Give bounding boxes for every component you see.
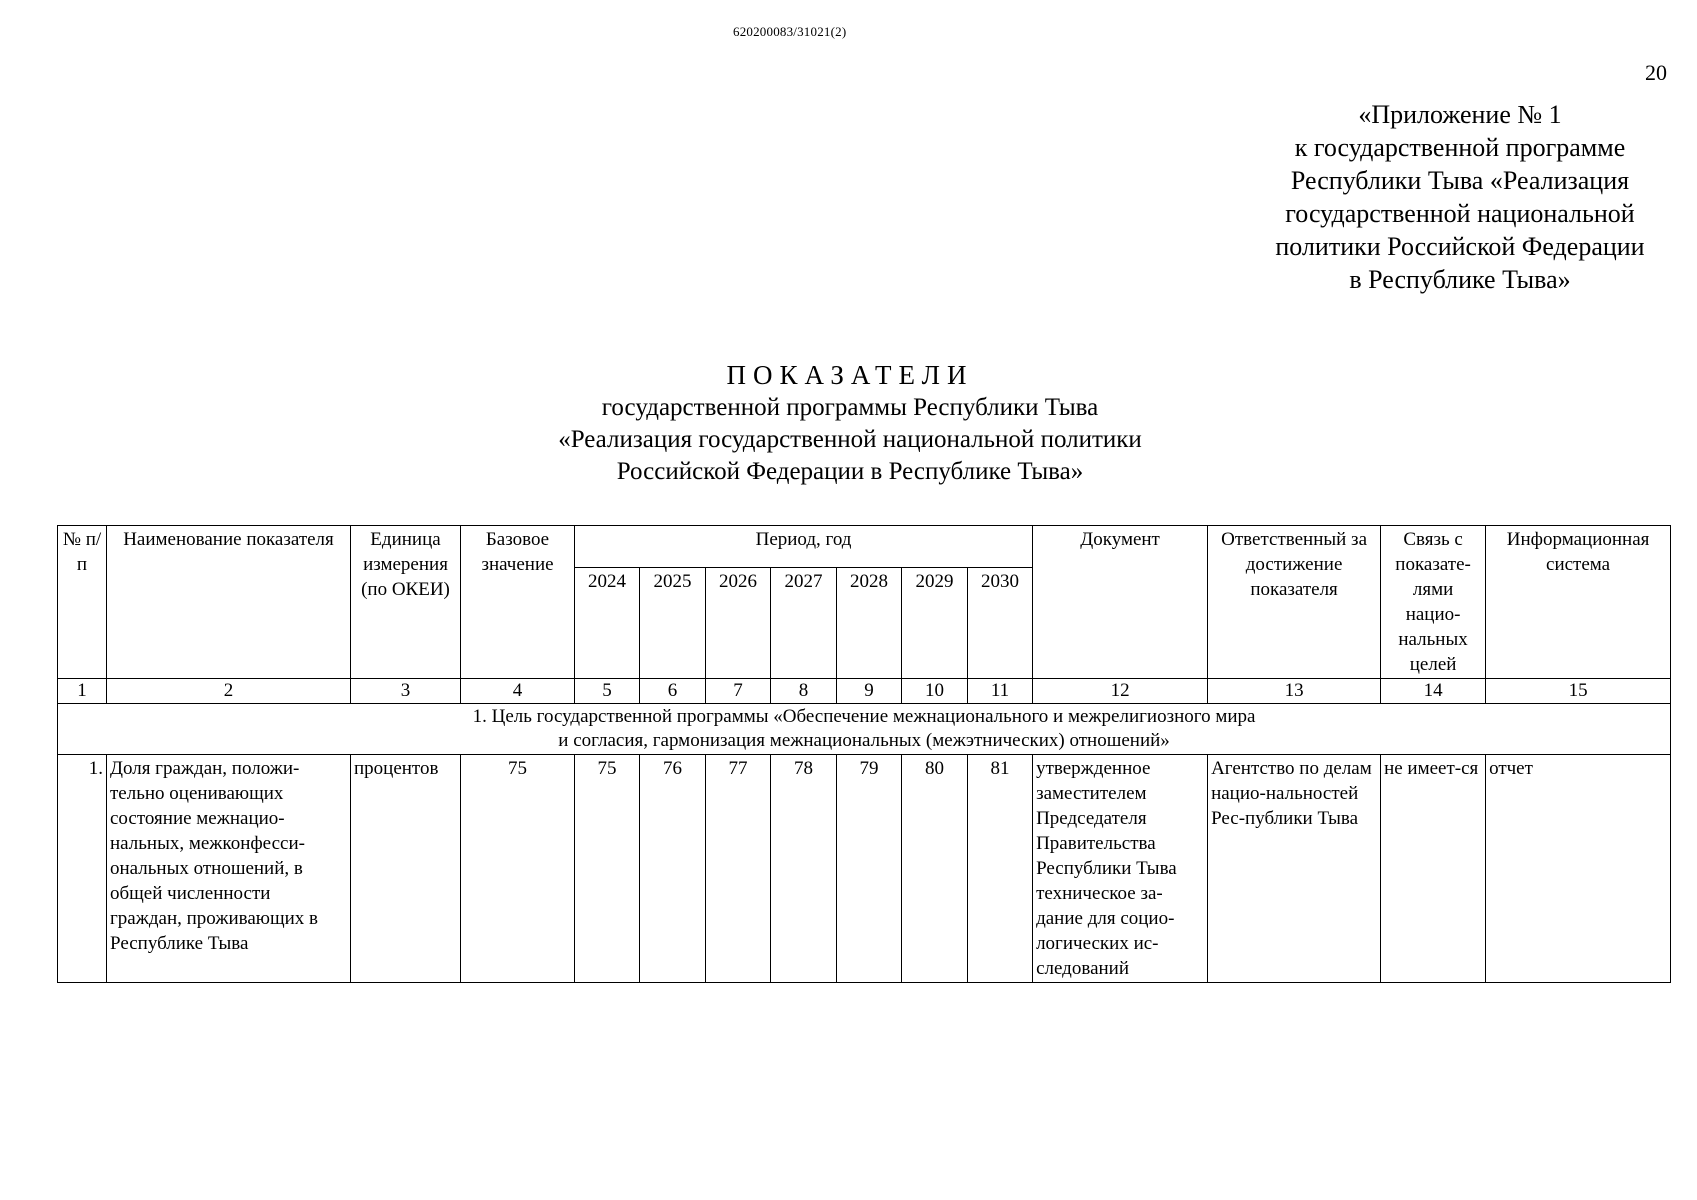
header-year: 2027 — [771, 568, 837, 679]
column-number: 3 — [351, 679, 461, 704]
row-base-value: 75 — [461, 755, 575, 983]
appendix-line: Республики Тыва «Реализация — [1290, 166, 1630, 195]
indicators-table — [57, 525, 1671, 983]
column-number: 1 — [58, 679, 107, 704]
header-year: 2030 — [968, 568, 1033, 679]
header-unit: Единица измерения (по ОКЕИ) — [351, 526, 461, 679]
column-number: 11 — [968, 679, 1033, 704]
table-header-row — [58, 526, 1671, 568]
row-responsible: Агентство по делам нацио-нальностей Рес-публики Тыва — [1208, 755, 1381, 983]
row-unit: процентов — [351, 755, 461, 983]
row-year-value: 75 — [575, 755, 640, 983]
header-responsible: Ответственный за достижение показателя — [1208, 526, 1381, 679]
header-period: Период, год — [575, 526, 1033, 568]
header-year: 2024 — [575, 568, 640, 679]
document-subtitle-line: Российской Федерации в Республике Тыва» — [616, 458, 1084, 485]
row-year-value: 79 — [837, 755, 902, 983]
row-num: 1. — [58, 755, 107, 983]
header-information-system: Информационная система — [1486, 526, 1671, 679]
table-row — [58, 755, 1671, 983]
column-number: 15 — [1486, 679, 1671, 704]
appendix-line: к государственной программе — [1294, 133, 1626, 162]
page-number: 20 — [1645, 60, 1667, 85]
document-subtitle-line: «Реализация государственной национальной политики — [558, 426, 1142, 453]
column-number: 8 — [771, 679, 837, 704]
goal-line: и согласия, гармонизация межнациональных (межэтнических) отношений» — [558, 730, 1170, 751]
goal-cell — [58, 704, 1671, 755]
column-number: 4 — [461, 679, 575, 704]
column-number: 5 — [575, 679, 640, 704]
appendix-line: «Приложение № 1 — [1358, 100, 1562, 129]
row-year-value: 80 — [902, 755, 968, 983]
column-number: 10 — [902, 679, 968, 704]
appendix-note — [1230, 98, 1690, 296]
goal-row — [58, 704, 1671, 755]
header-year: 2028 — [837, 568, 902, 679]
appendix-line: государственной национальной — [1285, 199, 1635, 228]
table-header — [58, 526, 1671, 679]
row-year-value: 81 — [968, 755, 1033, 983]
column-number: 12 — [1033, 679, 1208, 704]
header-num: № п/п — [58, 526, 107, 679]
column-number: 7 — [706, 679, 771, 704]
header-name: Наименование показателя — [107, 526, 351, 679]
table-body — [58, 679, 1671, 983]
header-document: Документ — [1033, 526, 1208, 679]
row-national-goals-link: не имеет-ся — [1381, 755, 1486, 983]
document-title-block — [400, 358, 1300, 488]
header-year: 2025 — [640, 568, 706, 679]
header-base-value: Базовое значение — [461, 526, 575, 679]
column-number: 13 — [1208, 679, 1381, 704]
row-document: утвержденное заместителем Председателя Правительства Республики Тыва техническое за-дание для социо-логических ис-следований — [1033, 755, 1208, 983]
document-subtitle-line: государственной программы Республики Тыва — [601, 394, 1099, 421]
document-title: ПОКАЗАТЕЛИ — [726, 360, 974, 390]
appendix-line: политики Российской Федерации — [1275, 232, 1645, 261]
column-number: 14 — [1381, 679, 1486, 704]
row-information-system: отчет — [1486, 755, 1671, 983]
goal-line: 1. Цель государственной программы «Обеспечение межнационального и межрелигиозного мира — [472, 706, 1256, 727]
column-number-row — [58, 679, 1671, 704]
document-code: 620200083/31021(2) — [733, 24, 847, 39]
row-year-value: 77 — [706, 755, 771, 983]
row-indicator-name: Доля граждан, положи-тельно оценивающих состояние межнацио-нальных, межконфесси-ональных отношений, в общей численности граждан, проживающих в Республике Тыва — [107, 755, 351, 983]
column-number: 2 — [107, 679, 351, 704]
column-number: 6 — [640, 679, 706, 704]
header-national-goals-link: Связь с показате-лями нацио-нальных целей — [1381, 526, 1486, 679]
header-year: 2029 — [902, 568, 968, 679]
row-year-value: 78 — [771, 755, 837, 983]
appendix-line: в Республике Тыва» — [1349, 265, 1571, 294]
column-number: 9 — [837, 679, 902, 704]
row-year-value: 76 — [640, 755, 706, 983]
header-year: 2026 — [706, 568, 771, 679]
